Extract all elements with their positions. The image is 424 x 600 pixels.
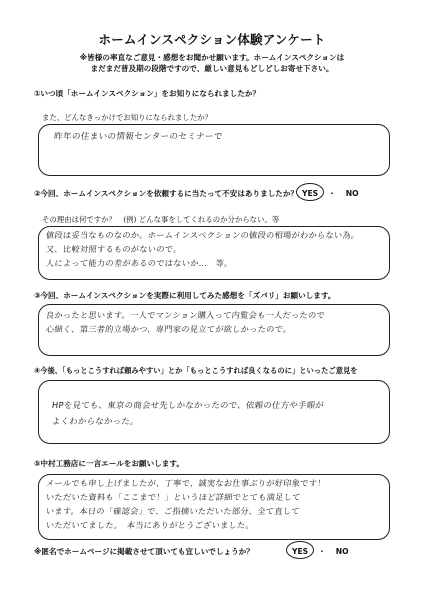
q4-question: ④今後、「もっとこうすれば頼みやすい」とか「もっとこうすれば良くなるのに」といったご意見を <box>34 366 358 375</box>
q6-question: ※匿名でホームページに掲載させて頂いても宜しいでしょうか？ <box>34 547 254 556</box>
q4-answer-line-1: HPを見ても、東京の商会せ先しかなかったので、依頼の仕方や手順が <box>51 400 325 410</box>
q6-yes-circle <box>286 541 314 559</box>
intro-line-1: ※皆様の率直なご意見・感想をお聞かせ願います。ホームインスペクションは <box>79 53 345 62</box>
q4-answer-box <box>38 380 390 444</box>
q2-answer-line-3: 人によって能力の差があるのではないか… 等。 <box>45 258 234 268</box>
q6-separator: ・ <box>318 547 326 556</box>
q2-answer-line-2: 又、比較対照するものがないので。 <box>45 244 183 254</box>
q2-yes-circle <box>296 183 324 201</box>
q5-answer-line-3: います。本日の「確認会」で、ご指摘いただいた部分、全て直して <box>45 506 301 516</box>
q1-sub: また、どんなきっかけでお知りになられましたか？ <box>42 113 212 122</box>
q2-no-option: NO <box>345 189 359 198</box>
q6-yes-option: YES <box>292 547 309 556</box>
q5-answer-line-1: メールでも申し上げましたが、丁寧で、誠実なお仕事ぶりが好印象です！ <box>45 478 327 488</box>
q5-answer-line-4: いただいてました。 本当にありがとうございました。 <box>45 520 255 530</box>
page-title: ホームインスペクション体験アンケート <box>98 32 326 47</box>
q2-question: ②今回、ホームインスペクションを依頼するに当たって不安はありましたか？ <box>34 189 299 198</box>
q3-question: ③今回、ホームインスペクションを実際に利用してみた感想を「ズバリ」お願いします。 <box>34 291 336 300</box>
intro-line-2: まだまだ普及期の段階ですので、厳しい意見もどしどしお寄せ下さい。 <box>90 64 334 73</box>
q1-answer-text: 昨年の住まいの情報センターのセミナーで <box>53 132 224 142</box>
q4-answer-line-2: よくわからなかった。 <box>51 416 140 426</box>
q2-sub: その理由は何ですか？ (例) どんな事をしてくれるのか分からない。等 <box>42 215 280 224</box>
q1-question: ①いつ頃「ホームインスペクション」をお知りになられましたか？ <box>34 89 261 98</box>
q6-no-option: NO <box>335 547 349 556</box>
q2-separator: ・ <box>328 189 336 198</box>
q5-question: ⑤中村工務店に一言エールをお願いします。 <box>34 459 184 468</box>
q2-yes-option: YES <box>302 189 319 198</box>
intro-note <box>30 52 394 74</box>
q2-answer-line-1: 値段は妥当なものなのか。ホームインスペクションの値段の相場がわからない為。 <box>45 230 360 240</box>
q3-answer-line-1: 良かったと思います。一人でマンション購入って内覧会も一人だったので <box>45 310 326 320</box>
q5-answer-line-2: いただいた資料も「ここまで！」というほど詳細でとても満足して <box>45 492 302 502</box>
q3-answer-line-2: 心細く、第三者的立場かつ、専門家の見立てが欲しかったので。 <box>45 324 293 334</box>
